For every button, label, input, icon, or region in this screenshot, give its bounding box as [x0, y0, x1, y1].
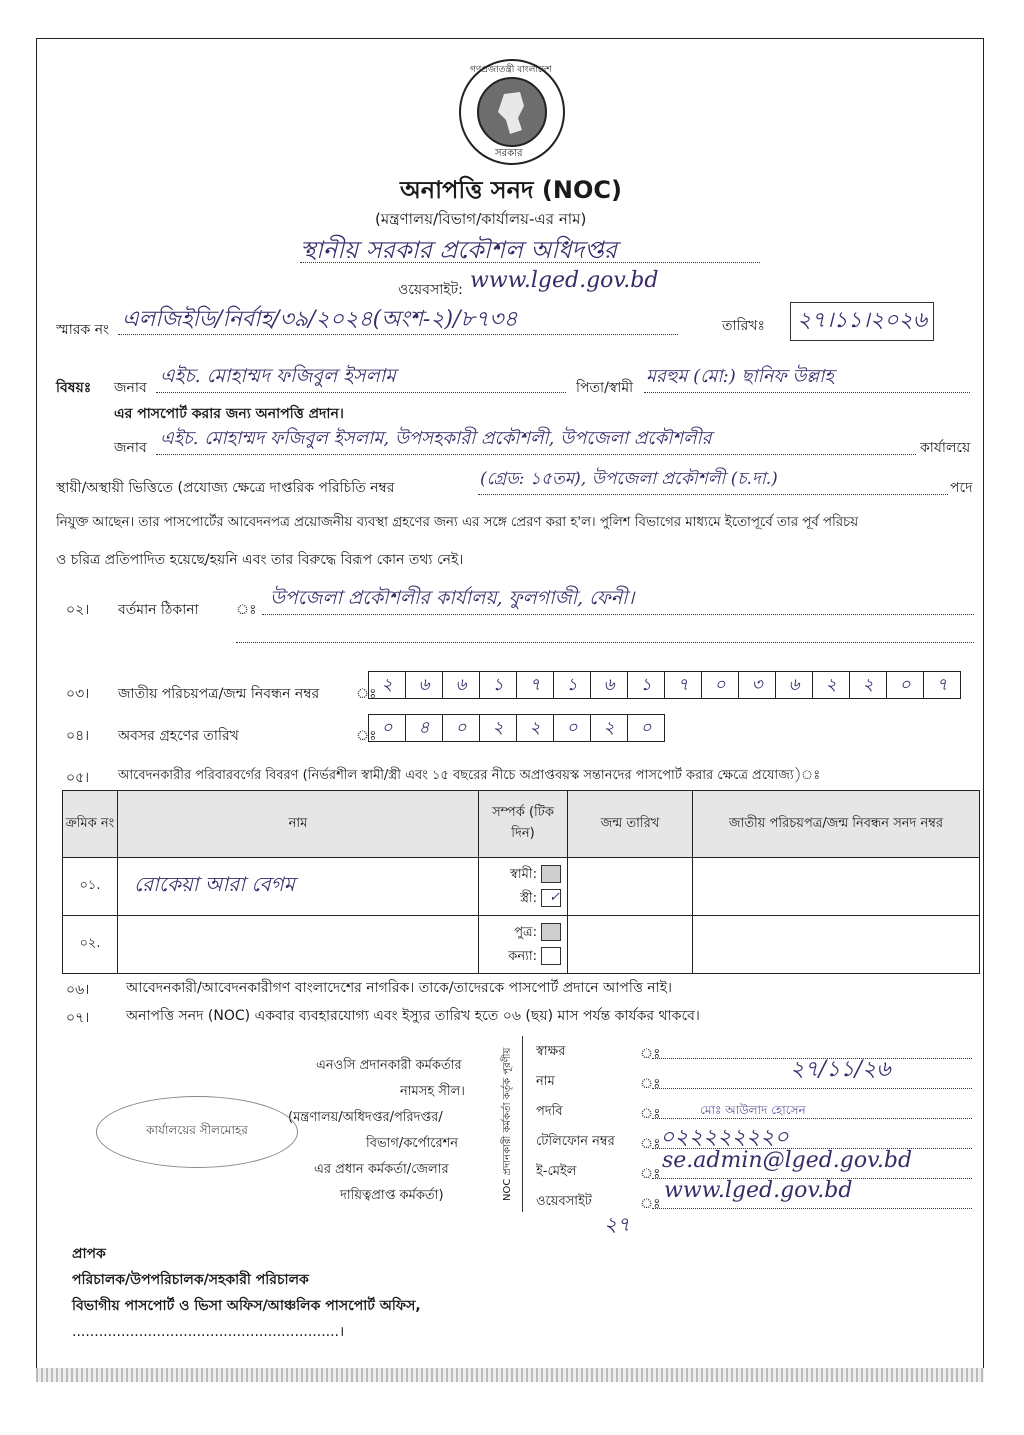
- recipient-line1: পরিচালক/উপপরিচালক/সহকারী পরিচালক: [72, 1272, 309, 1288]
- subject-name-line: [156, 392, 566, 393]
- officer-text-5: এর প্রধান কর্মকর্তা/জেলার: [314, 1162, 449, 1177]
- option-daughter: কন্যা:: [508, 948, 537, 964]
- field-phone-value: ০২২২২২২২০: [660, 1125, 789, 1150]
- field-signature-value: ২৭/১১/২৬: [790, 1057, 891, 1082]
- header-name: নাম: [118, 791, 479, 858]
- item-07-num: ০৭।: [66, 1010, 90, 1026]
- retirement-date-boxes: [368, 714, 665, 742]
- body-p4: ও চরিত্র প্রতিপাদিত হয়েছে/হয়নি এবং তার বিরুদ্ধে বিরূপ কোন তথ্য নেই।: [56, 552, 464, 568]
- date-digit: ০: [443, 715, 480, 741]
- wife-checkbox[interactable]: ✓: [541, 889, 561, 907]
- field-designation-value: মোঃ আউলাদ হোসেন: [700, 1103, 806, 1117]
- field-line: [652, 1208, 972, 1209]
- date-digit: ০: [369, 715, 406, 741]
- officer-text-2: নামসহ সীল।: [400, 1084, 465, 1099]
- body-p1-end: কার্যালয়ে: [920, 440, 971, 456]
- date-digit: ৪: [406, 715, 443, 741]
- officer-text-1: এনওসি প্রদানকারী কর্মকর্তার: [316, 1058, 462, 1073]
- item-07-text: অনাপত্তি সনদ (NOC) একবার ব্যবহারযোগ্য এবং ইস্যুর তারিখ হতে ০৬ (ছয়) মাস পর্যন্ত কার্যকর থাকবে।: [126, 1008, 700, 1024]
- field-colon: ঃ: [640, 1046, 661, 1062]
- field-name-label: নাম: [536, 1074, 555, 1089]
- bottom-strip: [36, 1368, 984, 1382]
- item-02-label: বর্তমান ঠিকানা: [118, 602, 199, 618]
- officer-text-4: বিভাগ/কর্পোরেশন: [366, 1136, 459, 1151]
- memo-line: [118, 334, 678, 335]
- nid-digit: ৬: [443, 672, 480, 698]
- body-p2-end: পদে: [950, 480, 973, 496]
- nid-digit: ৭: [517, 672, 554, 698]
- father-name-line: [644, 392, 970, 393]
- nid-digit: ৭: [665, 672, 702, 698]
- body-p2-handwritten: (গ্রেড: ১৫তম), উপজেলা প্রকৌশলী (চ.দা.): [480, 469, 778, 489]
- nid-digit: ৬: [776, 672, 813, 698]
- nid-digit: ১: [628, 672, 665, 698]
- field-colon: ঃ: [640, 1166, 661, 1182]
- item-05-num: ০৫।: [66, 770, 90, 786]
- item-04-num: ০৪।: [66, 728, 90, 744]
- option-son: পুত্র:: [514, 924, 537, 940]
- item-03-label: জাতীয় পরিচয়পত্র/জন্ম নিবন্ধন নম্বর: [118, 686, 320, 702]
- recipient-title: প্রাপক: [72, 1246, 106, 1262]
- nid-digit: ২: [369, 672, 406, 698]
- vertical-noc-label: NOC প্রদানকারী কর্মকর্তা কর্তৃক পূরণীয়: [500, 1036, 523, 1212]
- field-website-label: ওয়েবসাইট: [536, 1194, 592, 1209]
- website-value: www.lged.gov.bd: [470, 268, 659, 293]
- field-email-value: se.admin@lged.gov.bd: [662, 1148, 913, 1173]
- field-colon: ঃ: [640, 1196, 661, 1212]
- item-02-colon: ঃ: [236, 602, 257, 618]
- seal-label: কার্যালয়ের সীলমোহর: [146, 1123, 248, 1137]
- subject-name: এইচ. মোহাম্মদ ফজিবুল ইসলাম: [160, 365, 396, 387]
- row-serial: ০২.: [63, 916, 118, 974]
- field-colon: ঃ: [640, 1076, 661, 1092]
- field-phone-label: টেলিফোন নম্বর: [536, 1134, 615, 1149]
- item-02-line2: [236, 642, 974, 643]
- nid-boxes: [368, 671, 961, 699]
- field-website-value: www.lged.gov.bd: [664, 1178, 853, 1203]
- subject-mr: জনাব: [114, 380, 147, 396]
- item-03-num: ০৩।: [66, 686, 90, 702]
- son-checkbox[interactable]: [541, 923, 561, 941]
- father-label: পিতা/স্বামী: [576, 380, 634, 396]
- emblem-top-text: গণপ্রজাতন্ত্রী বাংলাদেশ: [470, 65, 552, 75]
- row-name: [118, 916, 479, 974]
- nid-digit: ৩: [739, 672, 776, 698]
- website-label: ওয়েবসাইট:: [398, 282, 463, 298]
- nid-digit: ৭: [936, 675, 948, 695]
- table-row: [63, 858, 980, 916]
- body-p3: নিযুক্ত আছেন। তার পাসপোর্টের আবেদনপত্র প্রয়োজনীয় ব্যবস্থা গ্রহণের জন্য এর সঙ্গে প্রেরণ করা হ'ল। পুলিশ বিভাগের মাধ্যমে ইতোপূর্বে তার পূর্ব পরিচয়: [56, 515, 859, 530]
- item-06-text: আবেদনকারী/আবেদনকারীগণ বাংলাদেশের নাগরিক। তাকে/তাদেরকে পাসপোর্ট প্রদানে আপত্তি নাই।: [126, 980, 673, 996]
- officer-text-3: (মন্ত্রণালয়/অধিদপ্তর/পরিদপ্তর/: [288, 1110, 443, 1125]
- option-husband: স্বামী:: [510, 866, 537, 882]
- field-line: [652, 1088, 972, 1089]
- body-p1-start: জনাব: [114, 440, 147, 456]
- item-06-num: ০৬।: [66, 982, 90, 998]
- body-p2-line: [478, 494, 948, 495]
- field-colon: ঃ: [640, 1106, 661, 1122]
- body-p2-start: স্থায়ী/অস্থায়ী ভিত্তিতে (প্রযোজ্য ক্ষেত্রে দাপ্তরিক পরিচিতি নম্বর: [56, 480, 395, 496]
- row-relation: [479, 858, 568, 916]
- emblem-bottom-text: সরকার: [495, 148, 523, 159]
- item-03-colon: ঃ: [356, 686, 377, 702]
- header-serial: ক্রমিক নং: [63, 791, 118, 858]
- row-serial: ০১.: [63, 858, 118, 916]
- option-wife: স্ত্রী:: [519, 890, 537, 906]
- date-digit: ২: [591, 715, 628, 741]
- table-row: [63, 916, 980, 974]
- officer-text-6: দায়িত্বপ্রাপ্ত কর্মকর্তা): [340, 1188, 444, 1203]
- item-02-line: [262, 614, 974, 615]
- recipient-line3: ............................................................।: [72, 1324, 345, 1340]
- row-nid: [693, 858, 980, 916]
- date-label: তারিখঃ: [722, 318, 765, 334]
- field-email-label: ই-মেইল: [536, 1164, 577, 1179]
- row-nid: [693, 916, 980, 974]
- date-digit: ০: [554, 715, 591, 741]
- page-title: অনাপত্তি সনদ (NOC): [400, 176, 622, 204]
- row-dob: [568, 916, 693, 974]
- family-table-header: [63, 791, 980, 858]
- field-signature-label: স্বাক্ষর: [536, 1044, 566, 1059]
- page-subtitle: (মন্ত্রণালয়/বিভাগ/কার্যালয়-এর নাম): [375, 210, 587, 228]
- subject-label: বিষয়ঃ: [56, 380, 92, 396]
- item-04-label: অবসর গ্রহণের তারিখ: [118, 728, 239, 744]
- memo-label: স্মারক নং: [56, 322, 110, 338]
- office-seal-placeholder: [96, 1096, 298, 1168]
- row-relation: [479, 916, 568, 974]
- office-name: স্থানীয় সরকার প্রকৌশল অধিদপ্তর: [300, 236, 618, 264]
- date-digit: ২: [480, 715, 517, 741]
- nid-digit: ৬: [591, 672, 628, 698]
- nid-digit: ০: [702, 672, 739, 698]
- date-digit: ০: [640, 718, 652, 738]
- memo-value: এলজিইডি/নির্বাহ/৩৯/২০২৪(অংশ-২)/৮৭৩৪: [122, 307, 518, 332]
- header-dob: জন্ম তারিখ: [568, 791, 693, 858]
- row-dob: [568, 858, 693, 916]
- nid-digit: ৬: [406, 672, 443, 698]
- row-name: রোকেয়া আরা বেগম: [118, 858, 479, 916]
- nid-digit: ২: [813, 672, 850, 698]
- office-name-line: [300, 262, 760, 263]
- nid-digit: ০: [887, 672, 924, 698]
- nid-digit: ১: [554, 672, 591, 698]
- item-02-num: ০২।: [66, 602, 90, 618]
- header-nid: জাতীয় পরিচয়পত্র/জন্ম নিবন্ধন সনদ নম্বর: [693, 791, 980, 858]
- initial-mark: ২৭: [604, 1212, 631, 1236]
- nid-digit: ১: [480, 672, 517, 698]
- item-05-label: আবেদনকারীর পরিবারবর্গের বিবরণ (নির্ভরশীল স্বামী/স্ত্রী এবং ১৫ বছরের নীচে অপ্রাপ্তবয়স্ক সন্তানদের পাসপোর্ট করার ক্ষেত্রে প্রযোজ্য)ঃ: [118, 768, 821, 783]
- recipient-line2: বিভাগীয় পাসপোর্ট ও ভিসা অফিস/আঞ্চলিক পাসপোর্ট অফিস,: [72, 1298, 421, 1314]
- item-02-value: উপজেলা প্রকৌশলীর কার্যালয়, ফুলগাজী, ফেনী।: [270, 587, 635, 609]
- body-p1-line: [156, 454, 916, 455]
- date-value: ২৭।১১।২০২৬: [790, 302, 934, 341]
- family-table: [62, 790, 980, 974]
- father-name: মরহুম (মো:) ছানিফ উল্লাহ: [646, 366, 834, 387]
- body-p1-handwritten: এইচ. মোহাম্মদ ফজিবুল ইসলাম, উপসহকারী প্রকৌশলী, উপজেলা প্রকৌশলীর: [160, 428, 712, 449]
- date-digit: ২: [517, 715, 554, 741]
- item-04-colon: ঃ: [356, 728, 377, 744]
- header-relation: সম্পর্ক (টিক দিন): [479, 791, 568, 858]
- field-designation-label: পদবি: [536, 1104, 563, 1119]
- nid-digit: ২: [850, 672, 887, 698]
- subject-line2: এর পাসপোর্ট করার জন্য অনাপত্তি প্রদান।: [114, 406, 344, 422]
- husband-checkbox[interactable]: [541, 865, 561, 883]
- field-colon: ঃ: [640, 1136, 661, 1152]
- daughter-checkbox[interactable]: [541, 947, 561, 965]
